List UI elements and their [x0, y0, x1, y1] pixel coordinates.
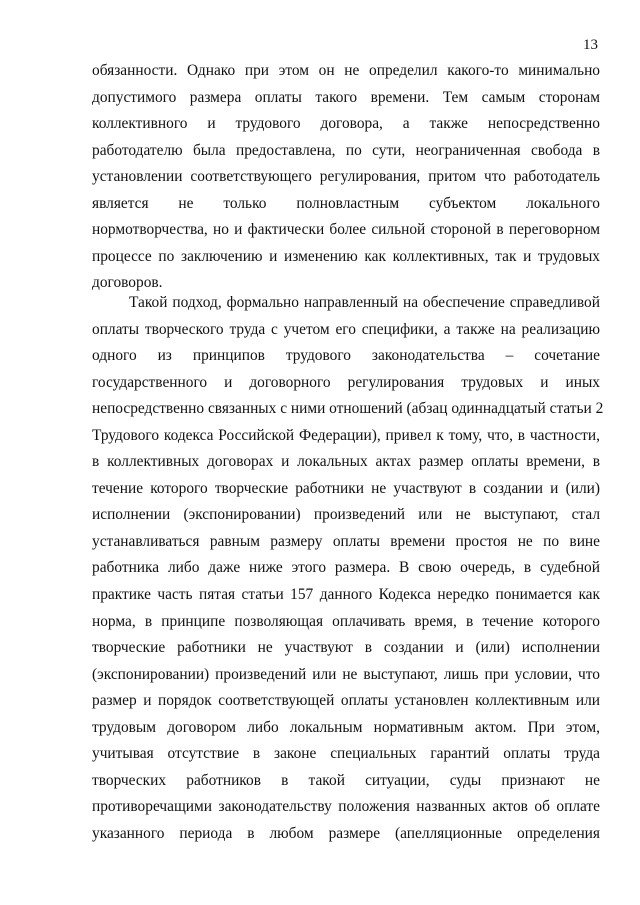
text-line: устанавливаться равным размеру оплаты времени простоя не по вине — [92, 532, 600, 550]
text-line: обязанности. Однако при этом он не определил какого-то минимально — [92, 62, 600, 79]
text-line: установлении соответствующего регулирования, притом что работодатель — [92, 168, 600, 186]
text-line: коллективного и трудового договора, а также непосредственно — [92, 115, 600, 133]
text-line: государственного и договорного регулирования трудовых и иных — [92, 373, 600, 391]
text-line: в коллективных договорах и локальных актах размер оплаты времени, в — [92, 453, 600, 471]
text-line: трудовым договором либо локальным нормативным актом. При этом, — [92, 718, 600, 736]
paragraph-2 — [92, 290, 604, 847]
text-line: указанного периода в любом размере (апелляционные определения — [92, 824, 600, 842]
text-line: процессе по заключению и изменению как коллективных, так и трудовых — [92, 247, 600, 265]
text-line: (экспонировании) произведений или не выступают, лишь при условии, что — [92, 665, 600, 683]
text-line: работодателю была предоставлена, по сути, неограниченная свобода в — [92, 141, 600, 159]
text-line: договоров. — [92, 274, 163, 292]
text-line: допустимого размера оплаты такого времени. Тем самым сторонам — [92, 88, 600, 106]
text-line: противоречащими законодательству положения названных актов об оплате — [92, 798, 600, 816]
text-line: творческих работников в такой ситуации, суды признают не — [92, 771, 600, 789]
text-line: исполнении (экспонировании) произведений или не выступают, стал — [92, 506, 600, 524]
page-number: 13 — [583, 37, 598, 53]
text-line: течение которого творческие работники не участвуют в создании и (или) — [92, 479, 600, 497]
text-line: оплаты творческого труда с учетом его специфики, а также на реализацию — [92, 320, 600, 338]
text-line: является не только полновластным субъектом локального — [92, 194, 600, 212]
text-line: размер и порядок соответствующей оплаты установлен коллективным или — [92, 692, 600, 710]
text-line: норма, в принципе позволяющая оплачивать время, в течение которого — [92, 612, 600, 630]
text-line: творческие работники не участвуют в создании и (или) исполнении — [92, 639, 600, 657]
text-line: учитывая отсутствие в законе специальных гарантий оплаты труда — [92, 745, 600, 763]
text-line: Трудового кодекса Российской Федерации), привел к тому, что, в частности, — [92, 426, 600, 444]
text-line: работника либо даже ниже этого размера. В свою очередь, в судебной — [92, 559, 600, 577]
paragraph-1 — [92, 58, 600, 297]
text-line: одного из принципов трудового законодательства – сочетание — [92, 347, 600, 365]
text-line: Такой подход, формально направленный на обеспечение справедливой — [129, 294, 600, 311]
text-line: практике часть пятая статьи 157 данного Кодекса нередко понимается как — [92, 586, 600, 604]
text-line: нормотворчества, но и фактически более сильной стороной в переговорном — [92, 221, 600, 239]
text-line: непосредственно связанных с ними отношений (абзац одиннадцатый статьи 2 — [92, 400, 604, 418]
